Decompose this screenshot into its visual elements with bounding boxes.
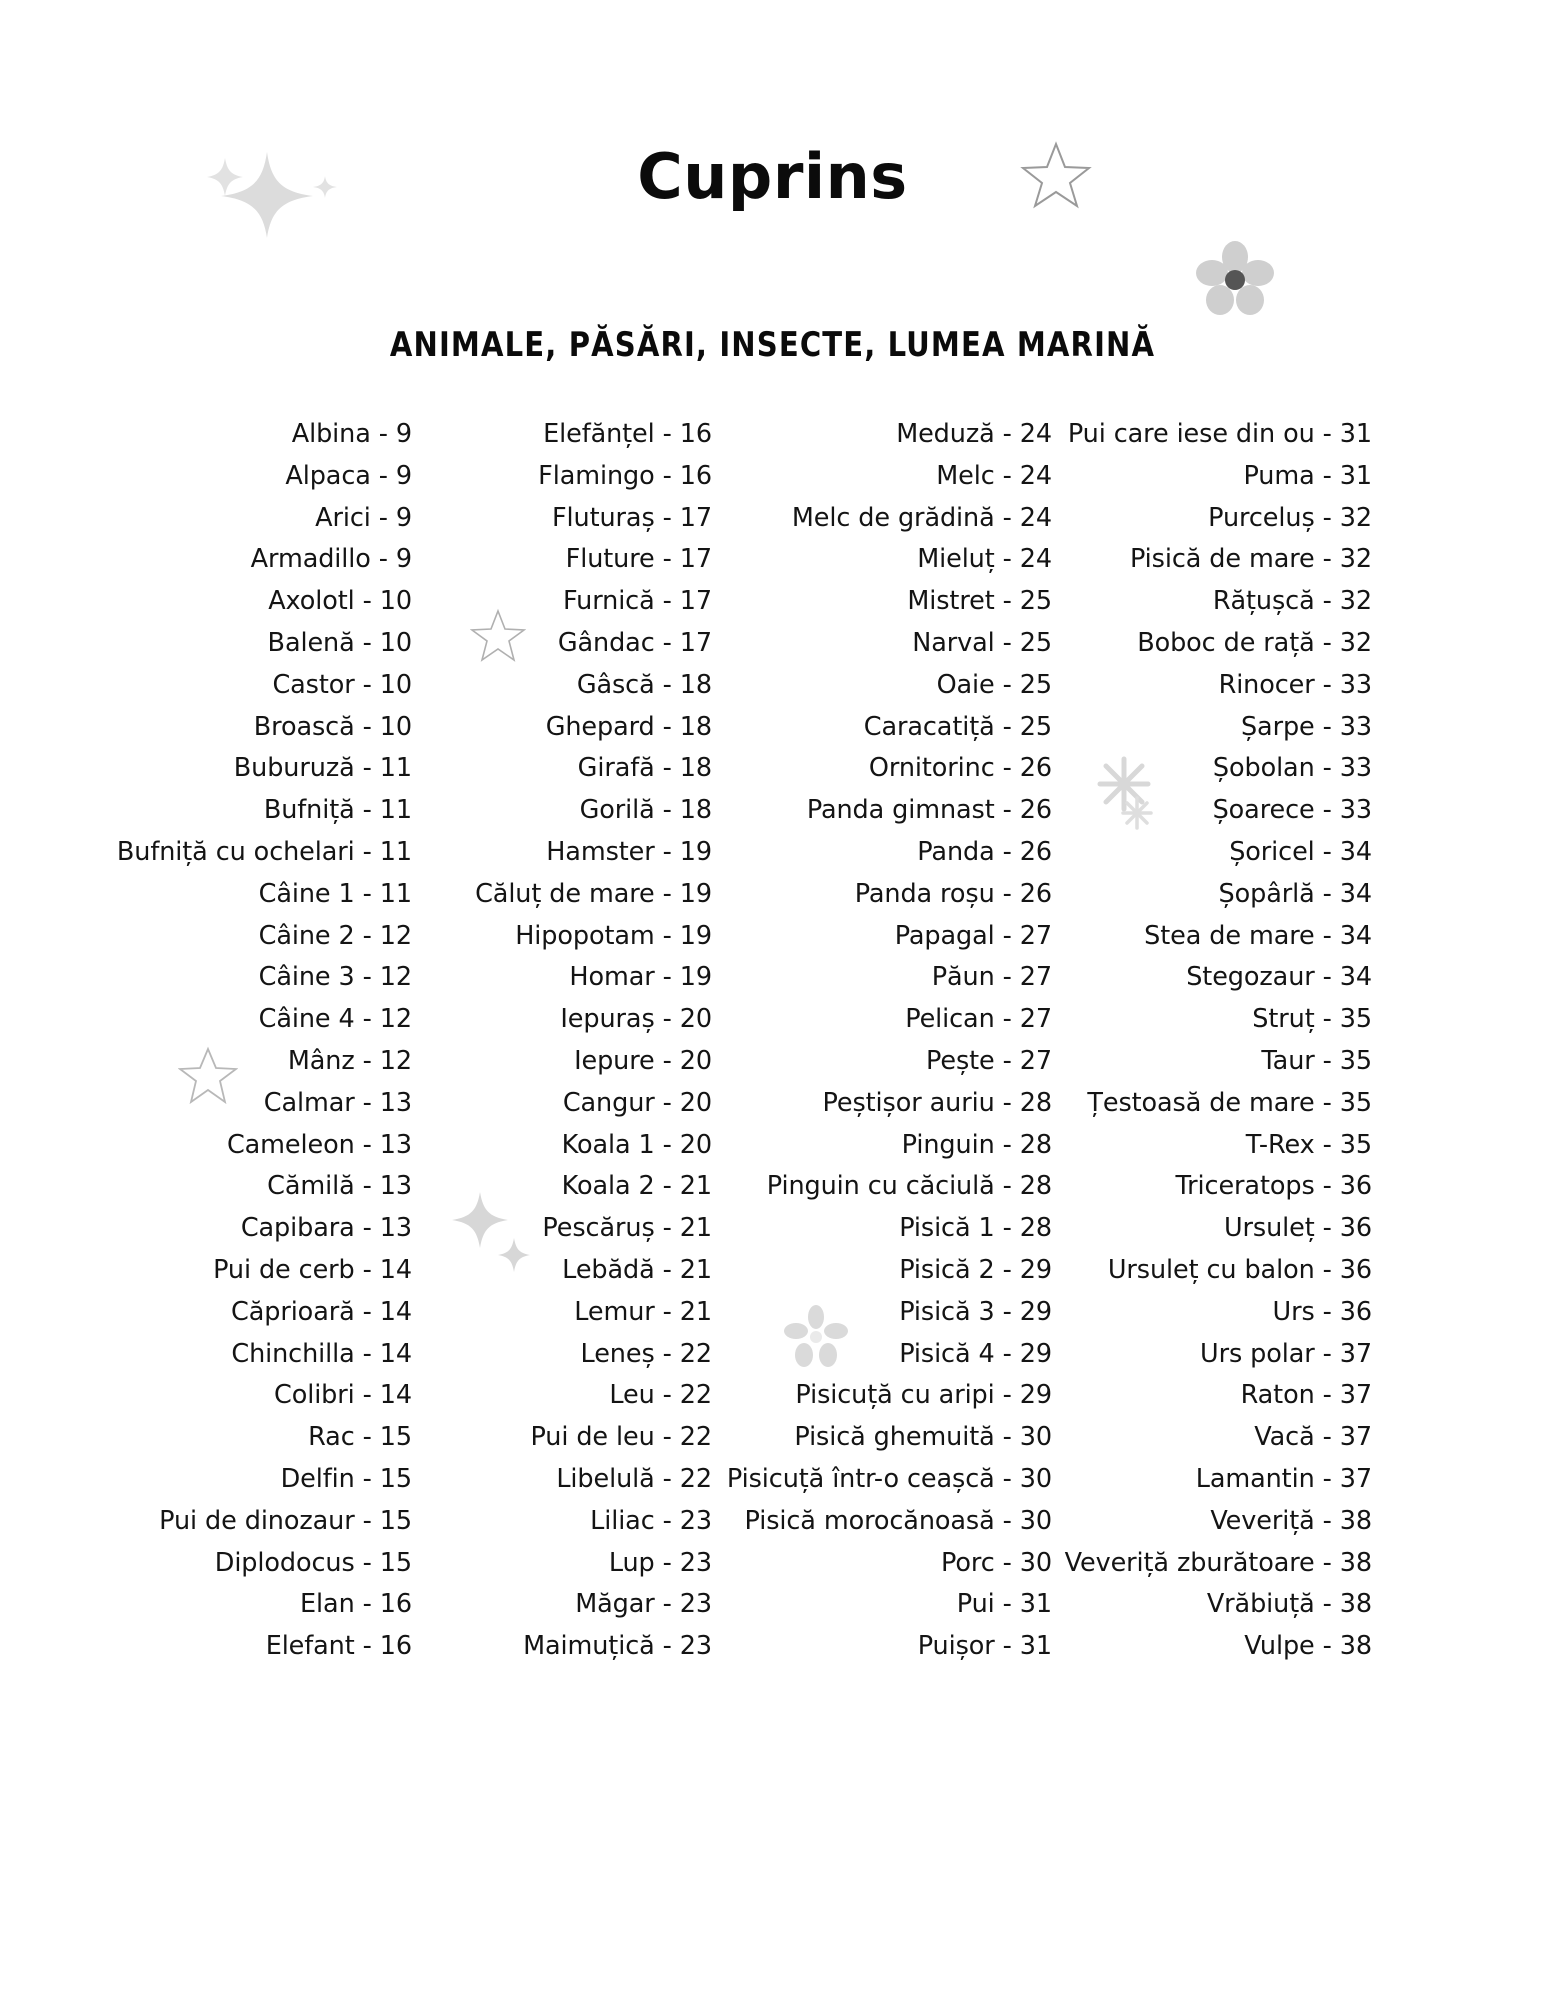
toc-column-4 [1052, 414, 1372, 1668]
toc-entry: Pisicuță într-o ceașcă - 30 [726, 1463, 1052, 1494]
toc-entry: Porc - 30 [941, 1547, 1052, 1578]
toc-entry: Hipopotam - 19 [515, 920, 712, 951]
toc-entry: Elefănțel - 16 [543, 419, 712, 449]
toc-entry: Homar - 19 [569, 962, 712, 993]
toc-entry: Bufniță - 11 [263, 795, 412, 826]
toc-entry: Taur - 35 [1261, 1045, 1372, 1076]
toc-entry: Cameleon - 13 [226, 1129, 412, 1160]
toc-entry: Păun - 27 [931, 962, 1052, 993]
toc-entry: T-Rex - 35 [1245, 1129, 1372, 1160]
toc-entry: Armadillo - 9 [250, 544, 412, 575]
toc-entry: Panda gimnast - 26 [806, 795, 1052, 826]
toc-entry: Gâscă - 18 [576, 669, 712, 700]
toc-entry: Delfin - 15 [280, 1463, 412, 1494]
toc-entry: Puișor - 31 [917, 1631, 1052, 1662]
toc-entry: Lamantin - 37 [1195, 1463, 1372, 1494]
toc-entry: Țestoasă de mare - 35 [1087, 1087, 1372, 1118]
toc-entry: Vrăbiuță - 38 [1206, 1589, 1372, 1620]
toc-entry: Oaie - 25 [936, 669, 1052, 700]
toc-entry: Cangur - 20 [562, 1087, 712, 1118]
toc-entry: Rățușcă - 32 [1212, 586, 1372, 617]
toc-entry: Papagal - 27 [894, 920, 1052, 951]
toc-entry: Balenă - 10 [267, 627, 412, 658]
toc-entry: Pisică 2 - 29 [899, 1254, 1052, 1285]
toc-entry: Pelican - 27 [905, 1004, 1052, 1035]
toc-entry: Pui de dinozaur - 15 [159, 1505, 412, 1536]
toc-column-2 [412, 414, 712, 1668]
toc-entry: Liliac - 23 [590, 1505, 712, 1536]
toc-entry: Girafă - 18 [577, 753, 712, 784]
toc-entry: Pisică ghemuită - 30 [794, 1422, 1052, 1453]
flower-top-right-icon [1195, 240, 1275, 318]
toc-entry: Șopârlă - 34 [1218, 878, 1372, 909]
toc-entry: Șoricel - 34 [1229, 836, 1372, 867]
toc-entry: Pui de leu - 22 [530, 1422, 712, 1453]
toc-entry: Hamster - 19 [546, 836, 712, 867]
toc-entry: Rac - 15 [308, 1422, 412, 1453]
toc-entry: Cămilă - 13 [267, 1171, 412, 1202]
toc-entry: Fluture - 17 [565, 544, 712, 575]
toc-entry: Vacă - 37 [1254, 1422, 1372, 1453]
toc-entry: Pinguin cu căciulă - 28 [766, 1171, 1052, 1202]
toc-column-3 [712, 414, 1052, 1668]
toc-entry: Ghepard - 18 [545, 711, 712, 742]
toc-entry: Panda - 26 [917, 836, 1052, 867]
toc-entry: Șarpe - 33 [1240, 711, 1372, 742]
toc-entry: Iepure - 20 [574, 1045, 712, 1076]
toc-entry: Pește - 27 [926, 1045, 1052, 1076]
toc-entry: Leneș - 22 [580, 1338, 712, 1369]
toc-entry: Peștișor auriu - 28 [822, 1087, 1052, 1118]
toc-entry: Gândac - 17 [557, 627, 712, 658]
toc-entry: Boboc de rață - 32 [1137, 627, 1372, 658]
toc-entry: Câine 3 - 12 [258, 962, 412, 993]
toc-entry: Libelulă - 22 [556, 1463, 712, 1494]
toc-entry: Koala 1 - 20 [561, 1129, 712, 1160]
toc-entry: Șoarece - 33 [1212, 795, 1372, 826]
toc-entry: Veveriță zburătoare - 38 [1064, 1547, 1372, 1578]
toc-entry: Axolotl - 10 [268, 586, 412, 617]
toc-entry: Purceluș - 32 [1208, 502, 1372, 533]
toc-entry: Puma - 31 [1243, 460, 1372, 491]
toc-entry: Castor - 10 [272, 669, 412, 700]
toc-entry: Pui care iese din ou - 31 [1067, 419, 1372, 449]
toc-entry: Panda roșu - 26 [854, 878, 1052, 909]
toc-entry: Flamingo - 16 [538, 460, 712, 491]
toc-entry: Stegozaur - 34 [1186, 962, 1372, 993]
toc-entry: Șobolan - 33 [1212, 753, 1372, 784]
toc-entry: Furnică - 17 [562, 586, 712, 617]
toc-entry: Pisică morocănoasă - 30 [744, 1505, 1052, 1536]
toc-entry: Pui de cerb - 14 [213, 1254, 412, 1285]
toc-entry: Bufniță cu ochelari - 11 [116, 836, 412, 867]
toc-entry: Struț - 35 [1252, 1004, 1372, 1035]
toc-entry: Pinguin - 28 [901, 1129, 1052, 1160]
toc-entry: Câine 4 - 12 [258, 1004, 412, 1035]
toc-entry: Stea de mare - 34 [1144, 920, 1372, 951]
toc-entry: Mistret - 25 [907, 586, 1052, 617]
toc-column-1 [72, 414, 412, 1668]
toc-entry: Ursuleț - 36 [1223, 1213, 1372, 1244]
toc-entry: Raton - 37 [1240, 1380, 1372, 1411]
toc-entry: Mânz - 12 [287, 1045, 412, 1076]
toc-entry: Rinocer - 33 [1218, 669, 1372, 700]
toc-columns [72, 414, 1472, 1668]
toc-entry: Iepuraș - 20 [560, 1004, 712, 1035]
toc-entry: Triceratops - 36 [1175, 1171, 1372, 1202]
toc-entry: Urs - 36 [1272, 1296, 1372, 1327]
toc-entry: Koala 2 - 21 [561, 1171, 712, 1202]
toc-entry: Veveriță - 38 [1210, 1505, 1372, 1536]
section-heading: ANIMALE, PĂSĂRI, INSECTE, LUMEA MARINĂ [389, 325, 1156, 365]
toc-entry: Mieluț - 24 [917, 544, 1052, 575]
toc-entry: Urs polar - 37 [1200, 1338, 1372, 1369]
toc-entry: Melc - 24 [936, 460, 1052, 491]
toc-entry: Măgar - 23 [575, 1589, 712, 1620]
toc-entry: Capibara - 13 [240, 1213, 412, 1244]
toc-entry: Lebădă - 21 [562, 1254, 712, 1285]
toc-entry: Pisică de mare - 32 [1129, 544, 1372, 575]
toc-entry: Căprioară - 14 [231, 1296, 412, 1327]
toc-entry: Broască - 10 [253, 711, 412, 742]
toc-entry: Ornitorinc - 26 [868, 753, 1052, 784]
toc-entry: Leu - 22 [609, 1380, 712, 1411]
toc-entry: Melc de grădină - 24 [791, 502, 1052, 533]
toc-entry: Lemur - 21 [574, 1296, 712, 1327]
toc-entry: Diplodocus - 15 [214, 1547, 412, 1578]
toc-entry: Narval - 25 [912, 627, 1052, 658]
toc-entry: Câine 2 - 12 [258, 920, 412, 951]
toc-entry: Fluturaș - 17 [551, 502, 712, 533]
toc-entry: Pescăruș - 21 [542, 1213, 712, 1244]
toc-entry: Câine 1 - 11 [258, 878, 412, 909]
toc-entry: Calmar - 13 [263, 1087, 412, 1118]
page-title: Cuprins [637, 140, 908, 213]
toc-entry: Meduză - 24 [896, 419, 1052, 449]
toc-entry: Colibri - 14 [274, 1380, 412, 1411]
toc-entry: Pisicuță cu aripi - 29 [795, 1380, 1052, 1411]
toc-entry: Caracatiță - 25 [863, 711, 1052, 742]
toc-entry: Arici - 9 [315, 502, 412, 533]
toc-entry: Chinchilla - 14 [231, 1338, 412, 1369]
toc-entry: Lup - 23 [608, 1547, 712, 1578]
toc-entry: Pisică 1 - 28 [899, 1213, 1052, 1244]
toc-entry: Elan - 16 [300, 1589, 412, 1620]
toc-entry: Pisică 4 - 29 [899, 1338, 1052, 1369]
toc-entry: Pui - 31 [956, 1589, 1052, 1620]
toc-entry: Gorilă - 18 [579, 795, 712, 826]
toc-entry: Albina - 9 [291, 419, 412, 449]
toc-entry: Buburuză - 11 [233, 753, 412, 784]
toc-entry: Pisică 3 - 29 [899, 1296, 1052, 1327]
toc-entry: Elefant - 16 [265, 1631, 412, 1662]
toc-entry: Ursuleț cu balon - 36 [1107, 1254, 1372, 1285]
toc-entry: Alpaca - 9 [285, 460, 412, 491]
toc-entry: Vulpe - 38 [1244, 1631, 1372, 1662]
toc-entry: Căluț de mare - 19 [475, 878, 712, 909]
toc-entry: Maimuțică - 23 [523, 1631, 712, 1662]
